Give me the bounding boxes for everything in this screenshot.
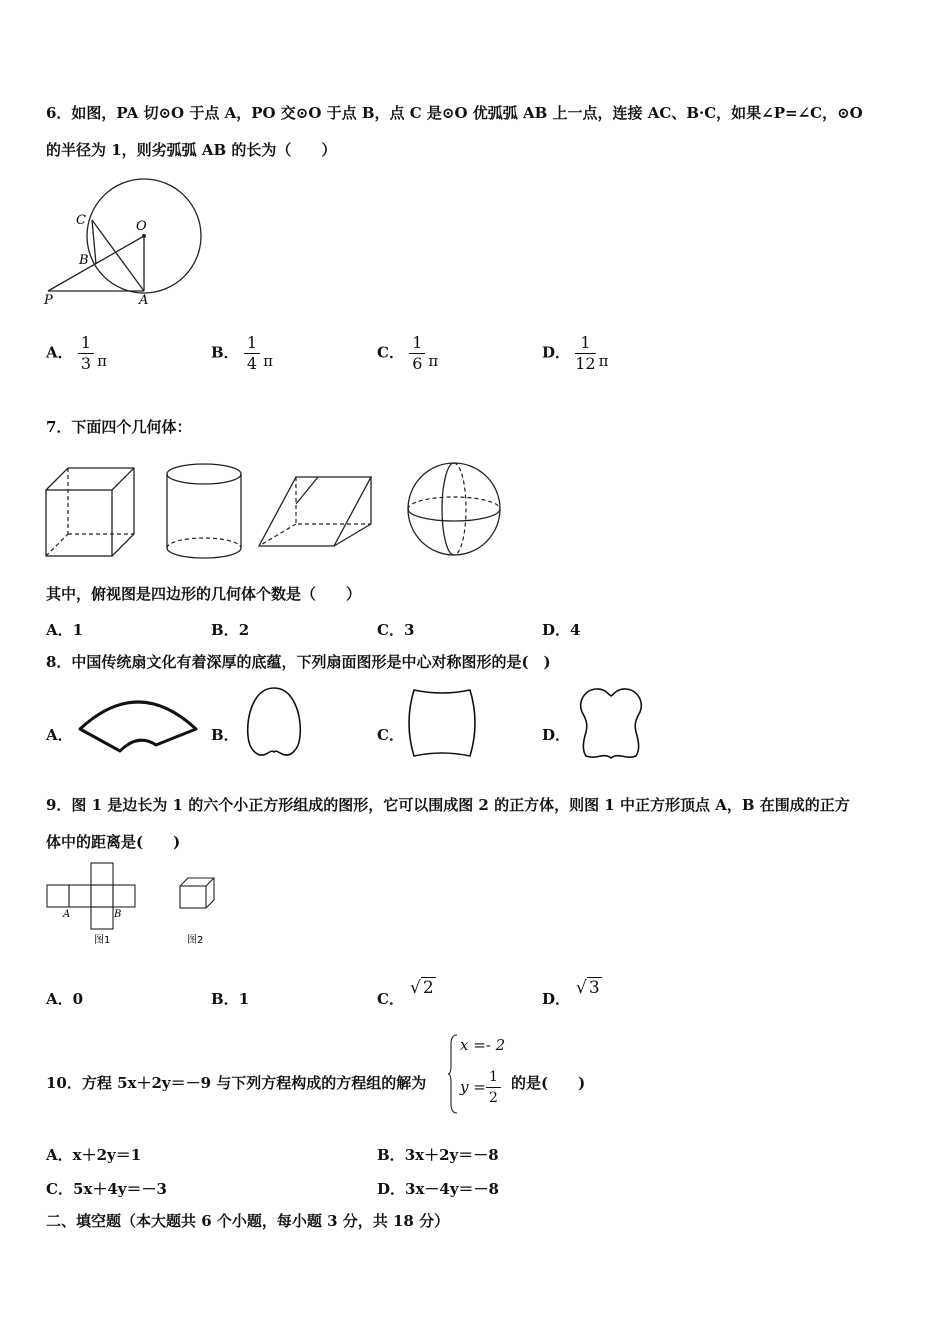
option-text: 0 <box>72 990 84 1008</box>
q6-option-a[interactable] <box>46 333 107 374</box>
q10-option-c[interactable] <box>46 1178 167 1199</box>
option-text: 3x－4y＝－8 <box>405 1180 499 1198</box>
fraction <box>409 333 425 374</box>
q6-option-d[interactable] <box>542 333 608 374</box>
q6-label-o: O <box>136 219 147 234</box>
q9-option-c-sqrt: √ 2 <box>410 978 434 998</box>
q9-option-b[interactable] <box>211 988 249 1009</box>
option-letter: B． <box>211 621 239 639</box>
option-letter: B． <box>211 343 239 362</box>
numerator: 1 <box>78 333 94 354</box>
option-letter: C． <box>377 726 404 744</box>
q6-label-b: B <box>79 253 89 268</box>
option-text: 2 <box>238 621 250 639</box>
radicand: 3 <box>588 978 600 998</box>
q9-fig1-label: 图1 <box>94 935 111 946</box>
option-letter: B． <box>211 990 239 1008</box>
numerator: 1 <box>409 333 425 354</box>
denominator: 4 <box>246 354 258 373</box>
option-letter: C． <box>46 1180 73 1198</box>
q6-label-c: C <box>76 213 86 228</box>
fraction <box>244 333 260 374</box>
q8-fan-shape-b[interactable] <box>244 686 304 760</box>
option-letter: A． <box>46 726 73 744</box>
q6-option-b[interactable] <box>211 333 273 374</box>
q6-chord-cb <box>92 220 96 264</box>
option-letter: B． <box>377 1146 405 1164</box>
pi-symbol: π <box>263 351 273 370</box>
q10-system-y-fraction <box>486 1067 501 1108</box>
q7-option-b[interactable] <box>211 619 249 640</box>
q7-option-a[interactable] <box>46 619 83 640</box>
option-letter: A． <box>46 1146 73 1164</box>
option-letter: A． <box>46 343 73 362</box>
option-letter: C． <box>377 990 404 1008</box>
q7-question: 其中，俯视图是四边形的几何体个数是（ ） <box>46 585 362 603</box>
q9-point-a: A <box>63 909 71 920</box>
denominator: 3 <box>80 354 92 373</box>
fraction <box>78 333 94 374</box>
q9-option-d[interactable] <box>542 988 570 1009</box>
q6-stem-line2: 的半径为 1，则劣弧弧 AB 的长为（ ） <box>46 141 337 159</box>
q7-prism-figure <box>256 474 376 550</box>
option-text: 1 <box>238 990 250 1008</box>
denominator: 6 <box>412 354 423 373</box>
q9-cube-figure <box>178 876 218 948</box>
section2-title: 二、填空题（本大题共 6 个小题，每小题 3 分，共 18 分） <box>46 1212 450 1230</box>
q9-fig2-label: 图2 <box>187 935 204 946</box>
q6-label-p: P <box>44 293 53 308</box>
pi-symbol: π <box>428 351 439 370</box>
q6-stem-line1: 6．如图，PA 切⊙O 于点 A，PO 交⊙O 于点 B，点 C 是⊙O 优弧弧 AB 上一点，连接 AC、B·C，如果∠P=∠C，⊙O <box>46 104 863 122</box>
q8-option-c[interactable] <box>377 724 404 745</box>
q10-stem-post: 的是( ) <box>511 1074 586 1092</box>
option-letter: D． <box>542 726 571 744</box>
q6-option-c[interactable] <box>377 333 438 374</box>
q9-net-figure <box>46 862 138 948</box>
q7-stem: 7．下面四个几何体： <box>46 418 192 436</box>
option-text: 3 <box>403 621 415 639</box>
q9-option-a[interactable] <box>46 988 83 1009</box>
option-text: x＋2y＝1 <box>72 1146 142 1164</box>
q10-brace-icon <box>448 1034 458 1114</box>
option-letter: D． <box>542 990 571 1008</box>
numerator: 1 <box>486 1067 501 1088</box>
q9-stem-line2: 体中的距离是( ) <box>46 833 181 851</box>
q8-option-a[interactable] <box>46 724 73 745</box>
option-letter: C． <box>377 343 404 362</box>
q6-label-a: A <box>139 293 149 308</box>
q10-option-b[interactable] <box>377 1144 499 1165</box>
q10-stem-pre: 10．方程 5x＋2y＝－9 与下列方程构成的方程组的解为 <box>46 1074 427 1092</box>
option-letter: B． <box>211 726 239 744</box>
q9-option-d-sqrt: √ 3 <box>576 978 600 998</box>
q10-system-x: x =- 2 <box>460 1036 506 1054</box>
option-text: 5x＋4y＝－3 <box>72 1180 167 1198</box>
pi-symbol: π <box>598 351 609 370</box>
q7-sphere-figure <box>406 460 502 558</box>
option-letter: D． <box>377 1180 406 1198</box>
option-letter: A． <box>46 990 73 1008</box>
q9-option-c[interactable] <box>377 988 404 1009</box>
q7-cylinder-figure <box>164 462 244 560</box>
fraction <box>575 333 595 374</box>
option-letter: A． <box>46 621 73 639</box>
q6-center-dot <box>142 234 146 238</box>
numerator: 1 <box>575 333 595 354</box>
option-letter: D． <box>542 343 571 362</box>
denominator: 2 <box>489 1090 498 1106</box>
q10-option-d[interactable] <box>377 1178 499 1199</box>
option-text: 1 <box>72 621 84 639</box>
q8-fan-shape-a[interactable] <box>78 693 198 755</box>
q7-option-c[interactable] <box>377 619 414 640</box>
q7-cube-figure <box>44 466 136 558</box>
q8-fan-shape-c[interactable] <box>406 686 478 760</box>
q10-option-a[interactable] <box>46 1144 141 1165</box>
q9-stem-line1: 9．图 1 是边长为 1 的六个小正方形组成的图形，它可以围成图 2 的正方体，则图 1 中正方形顶点 A，B 在围成的正方 <box>46 796 850 814</box>
denominator: 12 <box>575 354 596 373</box>
q8-option-b[interactable] <box>211 724 239 745</box>
q10-system-y: y = <box>460 1078 486 1096</box>
q8-fan-shape-d[interactable] <box>576 686 646 762</box>
option-letter: C． <box>377 621 404 639</box>
radicand: 2 <box>422 978 434 998</box>
option-text: 4 <box>570 621 581 639</box>
pi-symbol: π <box>97 351 107 370</box>
q6-circle-figure <box>44 178 204 308</box>
q9-point-b: B <box>114 909 122 920</box>
option-letter: D． <box>542 621 571 639</box>
q8-stem: 8．中国传统扇文化有着深厚的底蕴，下列扇面图形是中心对称图形的是( ) <box>46 653 551 671</box>
q8-option-d[interactable] <box>542 724 570 745</box>
numerator: 1 <box>244 333 260 354</box>
option-text: 3x＋2y＝－8 <box>404 1146 499 1164</box>
q7-option-d[interactable] <box>542 619 580 640</box>
